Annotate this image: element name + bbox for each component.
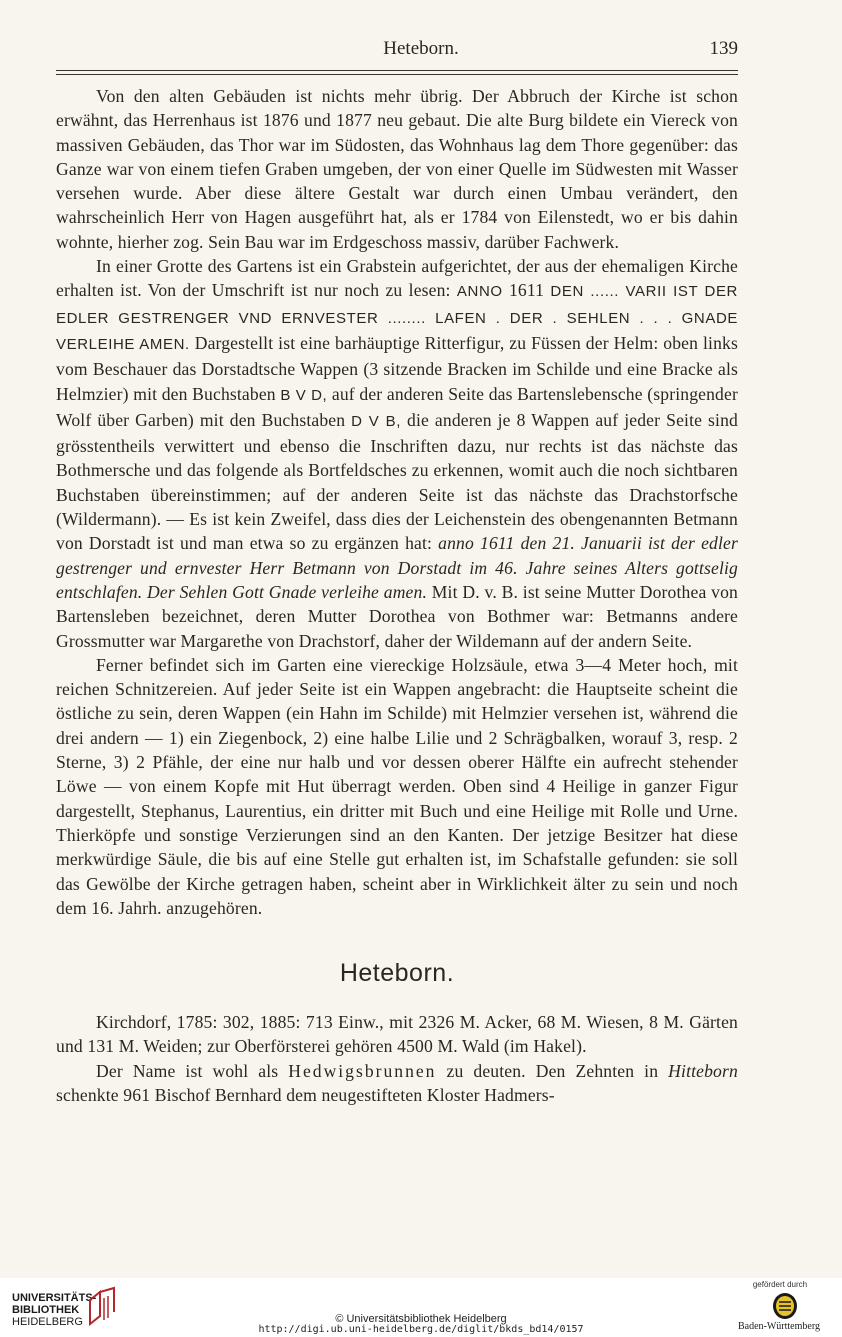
running-title: Heteborn.	[383, 38, 459, 59]
historic-name: Hitteborn	[668, 1060, 738, 1081]
running-head	[0, 38, 842, 64]
body-text	[56, 84, 738, 1107]
permalink-url[interactable]: http://digi.ub.uni-heidelberg.de/diglit/bkds_bd14/0157	[258, 1324, 584, 1335]
reconstructed-inscription: anno 1611 den 21. Januarii ist der edler gestrenger und ernvester Herr Betmann von Dorstadt im 46. Jahre seines Alters gottselig entschlafen. Der Sehlen Gott Gnade verleihe amen.	[56, 533, 738, 602]
spaced-term: Hedwigsbrunnen	[288, 1060, 437, 1081]
baden-wuerttemberg-emblem-icon	[772, 1292, 798, 1320]
paragraph-wooden-column: Ferner befindet sich im Garten eine viereckige Holzsäule, etwa 3—4 Meter hoch, mit reichen Schnitzereien. Auf jeder Seite ist ein Wappen angebracht: die Hauptseite scheint die östliche zu sein, deren Wappen (ein Hahn im Schilde) mit Helmzier versehen ist, während die drei andern — 1) ein Ziegenbock, 2) eine halbe Lilie und 2 Schrägbalken, worauf 3, resp. 2 Sterne, 3) 2 Pfähle, der eine nur halb und vor dessen oberer Hälfte ein aufrecht stehender Löwe — von einem Kopfe mit Hut überragt werden. Oben sind 4 Heilige in ganzer Figur dargestellt, Stephanus, Laurentius, ein dritter mit Buch und eine Heilige mit Rolle und Urne. Thierköpfe und sonstige Verzierungen sind an den Kanten. Der jetzige Besitzer hat diese merkwürdige Säule, die bis auf eine Stelle gut erhalten ist, im Schafstalle gefunden: sie soll das Gewölbe der Kirche getragen haben, scheint aber in Wirklichkeit älter zu sein und noch dem 16. Jahrh. anzugehören.	[56, 654, 738, 918]
header-rule-thin	[56, 74, 738, 75]
paragraph-statistics: Kirchdorf, 1785: 302, 1885: 713 Einw., mit 2326 M. Acker, 68 M. Wiesen, 8 M. Gärten und 131 M. Weiden; zur Oberförsterei gehören 4500 M. Wald (im Hakel).	[56, 1012, 738, 1057]
inscription-caps: DEN ...... VARII IST DER EDLER GESTRENGER VND ERNVESTER ........ LAFEN . DER . SEHLEN . . . GNADE VERLEIHE AMEN.	[56, 283, 738, 353]
funded-by-label: gefördert durch	[752, 1280, 808, 1289]
page-number: 139	[709, 38, 738, 59]
inscription-caps: ANNO	[456, 283, 503, 301]
letters-bvd: B V D,	[280, 386, 328, 404]
paragraph-gravestone: In einer Grotte des Gartens ist ein Grabstein aufgerichtet, der aus der ehemaligen Kirche erhalten ist. Von der Umschrift ist nur noch zu lesen: ANNO 1611 DEN ...... VARII IST DER EDLER GESTRENGER VND ERNVESTER ........ LAFEN . DER . SEHLEN . . . GNADE VERLEIHE AMEN. Dargestellt ist eine barhäuptige Ritterfigur, zu Füssen der Helm: oben links vom Beschauer das Dorstadtsche Wappen (3 sitzende Bracken im Schilde und eine Bracke als Helmzier) mit den Buchstaben B V D, auf der anderen Seite das Bartenslebensche (springender Wolf über Garben) mit den Buchstaben D V B, die anderen je 8 Wappen auf jeder Seite sind grösstentheils verwittert und ebenso die Inschriften dazu, nur rechts ist das nächste das Bothmersche und das folgende als Bortfeldsches zu erkennen, womit auch die noch sichtbaren Buchstaben übereinstimmen; auf der anderen Seite ist das nächste das Drachstorfsche (Wildermann). — Es ist kein Zweifel, dass dies der Leichenstein des obengenannten Betmann von Dorstadt ist und man etwa so zu ergänzen hat: anno 1611 den 21. Januarii ist der edler gestrenger und ernvester Herr Betmann von Dorstadt im 46. Jahre seines Alters gottselig entschlafen. Der Sehlen Gott Gnade verleihe amen. Mit D. v. B. ist seine Mutter Dorothea von Bartensleben bezeichnet, deren Mutter Dorothea von Bothmer war: Betmanns andere Grossmutter war Margarethe von Drachstorf, daher der Wildemann auf der andern Seite.	[56, 256, 738, 651]
header-rule-thick	[56, 70, 738, 71]
paragraph-name-origin: Der Name ist wohl als Hedwigsbrunnen zu deuten. Den Zehnten in Hitteborn schenkte 961 Bischof Bernhard dem neugestifteten Kloster Hadmers-	[56, 1060, 738, 1105]
library-name[interactable]: UNIVERSITÄTS- BIBLIOTHEK HEIDELBERG	[12, 1292, 97, 1328]
sponsor-name: Baden-Württemberg	[737, 1321, 820, 1332]
paragraph-buildings: Von den alten Gebäuden ist nichts mehr übrig. Der Abbruch der Kirche ist schon erwähnt, das Herrenhaus ist 1876 und 1877 neu gebaut. Die alte Burg bildete ein Viereck von massiven Gebäuden, das Thor war im Südosten, das Wohnhaus lag dem Thore gegenüber: das Ganze war von einem tiefen Graben umgeben, der von einer Quelle im Südwesten mit Wasser versehen wurde. Aber diese ältere Gestalt war durch einen Umbau verändert, den wahrscheinlich Herr von Hagen ausgeführt hat, als er 1784 von Eilenstedt, wo er bis dahin wohnte, hierher zog. Sein Bau war im Erdgeschoss massiv, darüber Fachwerk.	[56, 86, 738, 252]
letters-dvb: D V B,	[351, 412, 401, 430]
digitization-footer	[0, 1278, 842, 1337]
section-heading: Heteborn.	[339, 959, 455, 988]
copyright-notice: © Universitätsbibliothek Heidelberg	[335, 1313, 507, 1325]
